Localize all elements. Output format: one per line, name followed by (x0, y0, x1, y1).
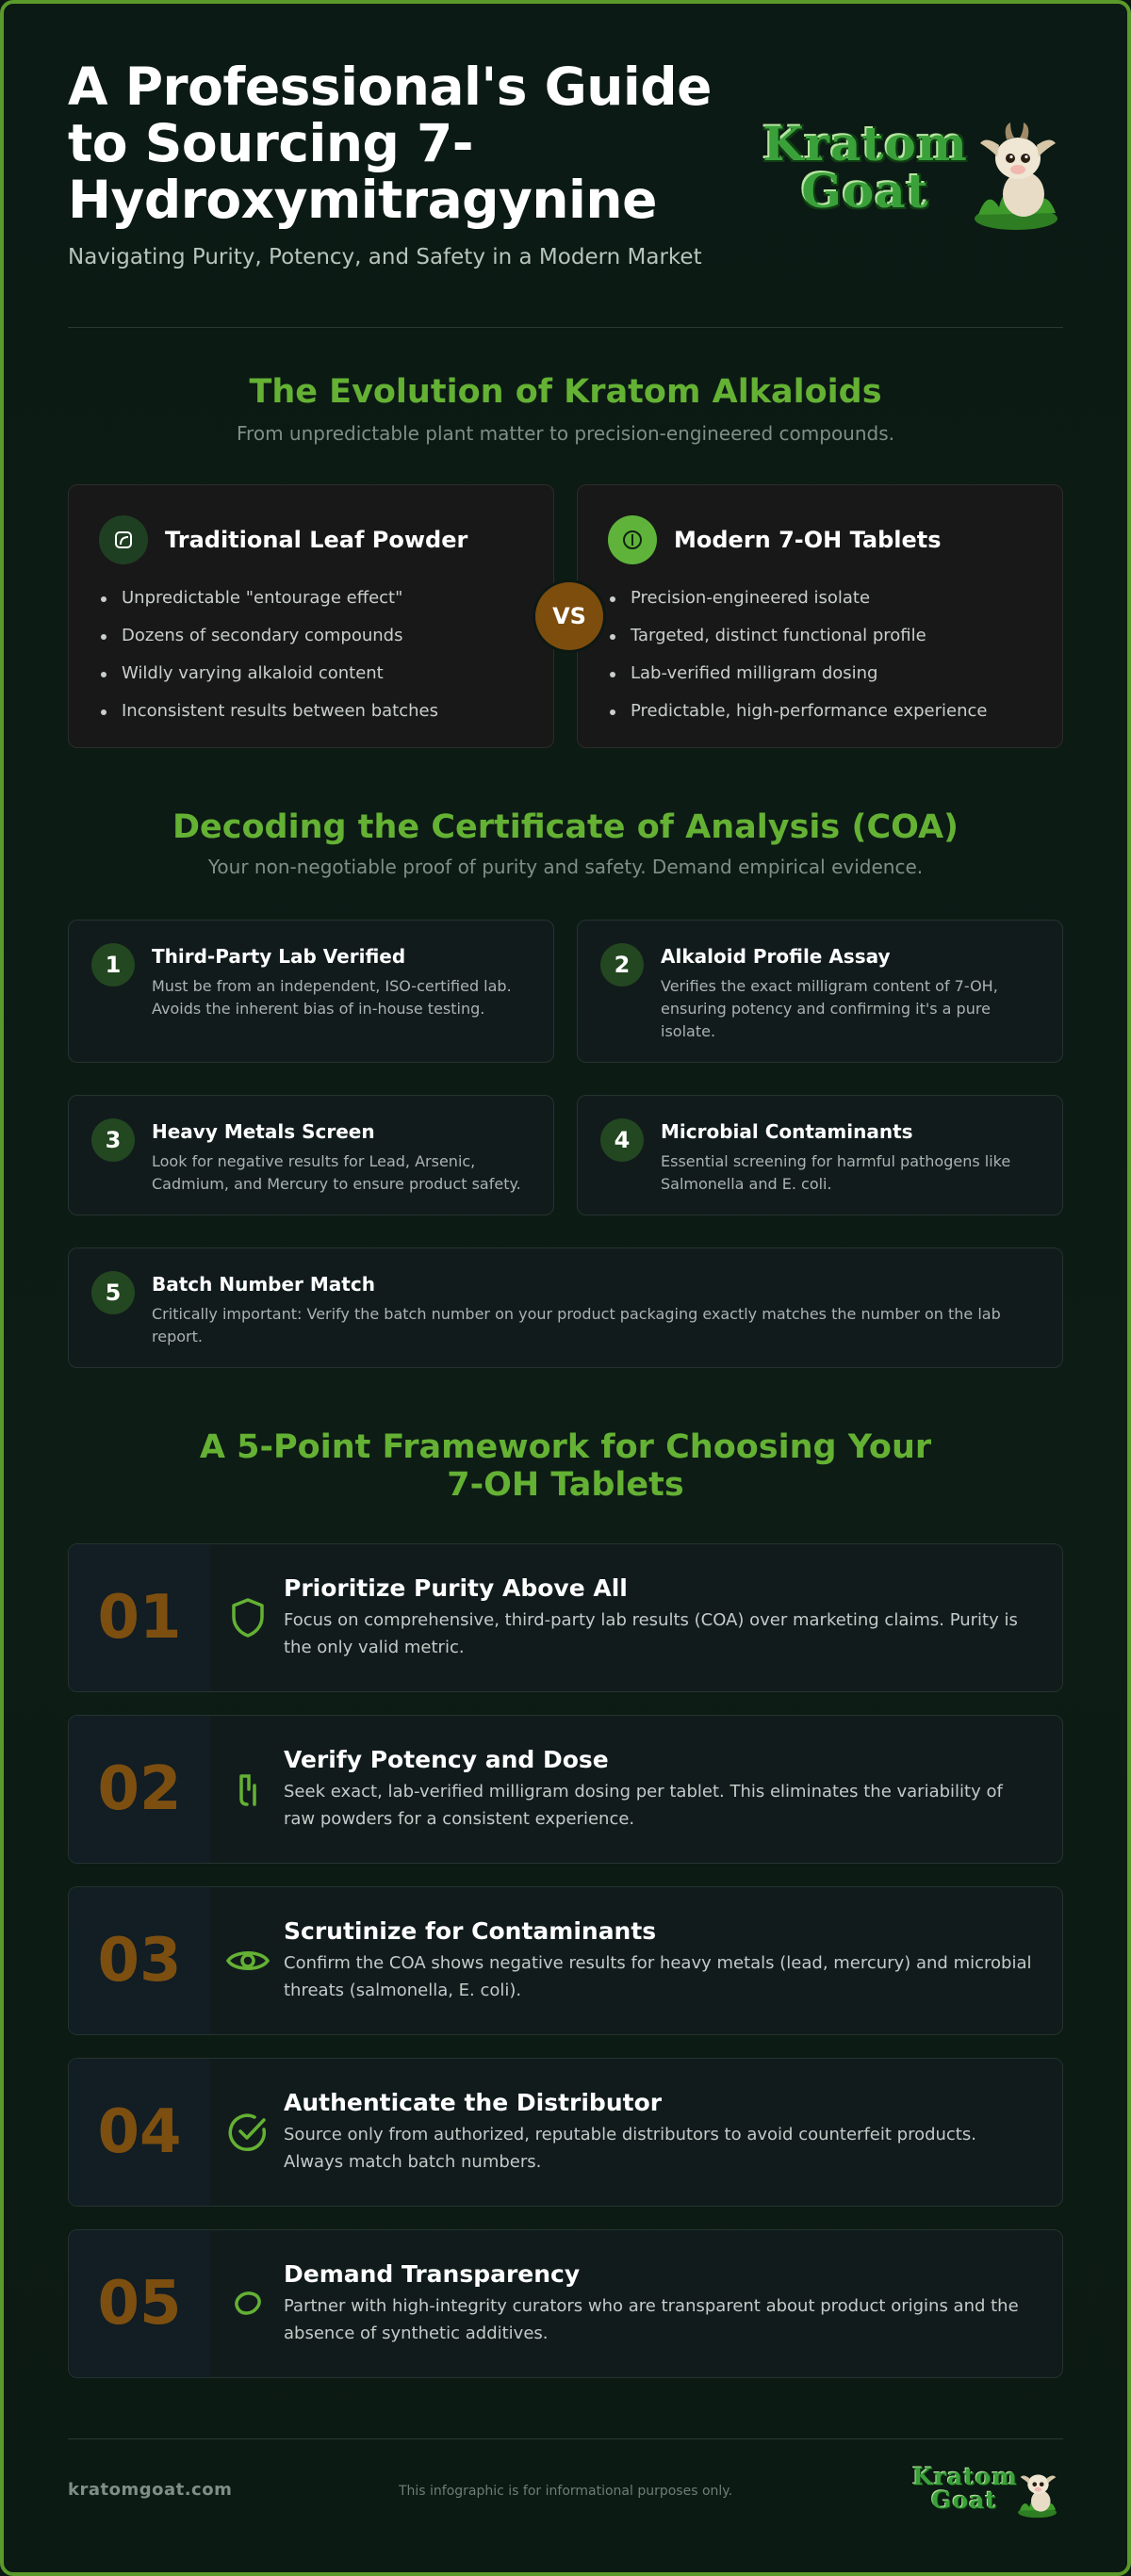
eye-icon (210, 1887, 286, 2034)
header (68, 58, 1063, 294)
page-subtitle: Navigating Purity, Potency, and Safety in a Modern Market (68, 245, 702, 269)
vs-badge: VS (535, 582, 603, 650)
pill-icon (210, 2230, 286, 2377)
coa-item-3 (68, 1095, 554, 1215)
framework-item-1 (68, 1543, 1063, 1692)
coa-number-badge: 5 (91, 1271, 135, 1314)
tablet-icon (608, 515, 657, 564)
modern-card-title: Modern 7-OH Tablets (674, 527, 942, 553)
modern-tablets-card (577, 484, 1063, 748)
list-item: Predictable, high-performance experience (608, 693, 987, 730)
framework-number: 01 (97, 1583, 182, 1653)
coa-section-subtitle: Your non-negotiable proof of purity and safety. Demand empirical evidence. (207, 856, 924, 878)
coa-item-1 (68, 920, 554, 1063)
check-circle-icon (210, 2059, 286, 2206)
framework-number: 04 (97, 2097, 182, 2167)
list-item: Wildly varying alkaloid content (99, 655, 438, 693)
coa-item-4 (577, 1095, 1063, 1215)
footer-disclaimer: This infographic is for informational purposes only. (398, 2484, 733, 2499)
traditional-feature-list (99, 579, 438, 730)
modern-feature-list (608, 579, 987, 730)
framework-item-5 (68, 2229, 1063, 2378)
framework-item-title: Authenticate the Distributor (284, 2089, 663, 2116)
framework-item-text: Confirm the COA shows negative results for heavy metals (lead, mercury) and microbial threats (salmonella, E. coli). (284, 1953, 1032, 2000)
shield-icon (210, 1544, 286, 1691)
list-item: Targeted, distinct functional profile (608, 617, 987, 655)
footer-logo (912, 2465, 1063, 2521)
leaf-icon (99, 515, 148, 564)
framework-item-4 (68, 2058, 1063, 2207)
coa-item-text: Essential screening for harmful pathogens like Salmonella and E. coli. (661, 1152, 1011, 1193)
framework-section-title: A 5-Point Framework for Choosing Your 7-OH Tablets (199, 1428, 932, 1504)
coa-item-title: Third-Party Lab Verified (152, 945, 406, 968)
coa-item-5 (68, 1247, 1063, 1368)
coa-item-text: Critically important: Verify the batch number on your product packaging exactly matches the number on the lab report. (152, 1305, 1001, 1345)
coa-item-title: Microbial Contaminants (661, 1120, 913, 1143)
framework-number: 03 (97, 1926, 182, 1996)
kratom-goat-logo (762, 116, 1063, 234)
framework-item-text: Source only from authorized, reputable distributors to avoid counterfeit products. Always match batch numbers. (284, 2125, 976, 2172)
coa-item-text: Verifies the exact milligram content of 7-OH, ensuring potency and confirming it's a pure isolate. (661, 977, 998, 1040)
traditional-leaf-card (68, 484, 554, 748)
framework-item-text: Partner with high-integrity curators who are transparent about product origins and the absence of synthetic additives. (284, 2296, 1019, 2343)
goat-mascot-icon (1014, 2467, 1061, 2519)
framework-item-3 (68, 1886, 1063, 2035)
list-item: Inconsistent results between batches (99, 693, 438, 730)
coa-number-badge: 4 (600, 1118, 644, 1162)
coa-section-title: Decoding the Certificate of Analysis (COA) (172, 808, 959, 846)
traditional-card-title: Traditional Leaf Powder (165, 527, 468, 553)
coa-item-title: Heavy Metals Screen (152, 1120, 375, 1143)
coa-item-text: Look for negative results for Lead, Arsenic, Cadmium, and Mercury to ensure product safety. (152, 1152, 521, 1193)
evolution-section-title: The Evolution of Kratom Alkaloids (249, 373, 882, 411)
framework-item-title: Demand Transparency (284, 2260, 581, 2288)
coa-item-2 (577, 920, 1063, 1063)
coa-number-badge: 2 (600, 943, 644, 986)
coa-item-text: Must be from an independent, ISO-certified lab. Avoids the inherent bias of in-house testing. (152, 977, 512, 1018)
coa-item-title: Alkaloid Profile Assay (661, 945, 891, 968)
list-item: Dozens of secondary compounds (99, 617, 438, 655)
list-item: Precision-engineered isolate (608, 579, 987, 617)
goat-mascot-icon (971, 121, 1063, 234)
footer-divider (68, 2438, 1063, 2439)
framework-item-title: Scrutinize for Contaminants (284, 1917, 657, 1945)
framework-item-2 (68, 1715, 1063, 1864)
header-divider (68, 327, 1063, 328)
footer-logo-wordmark: Kratom Goat (912, 2463, 1018, 2514)
framework-item-text: Focus on comprehensive, third-party lab results (COA) over marketing claims. Purity is the only valid metric. (284, 1610, 1018, 1657)
page-title: A Professional's Guide to Sourcing 7-Hydroxymitragynine (68, 57, 712, 230)
framework-number: 05 (97, 2269, 182, 2339)
coa-item-title: Batch Number Match (152, 1273, 375, 1296)
list-item: Unpredictable "entourage effect" (99, 579, 438, 617)
evolution-section-subtitle: From unpredictable plant matter to precision-engineered compounds. (237, 422, 894, 445)
framework-item-text: Seek exact, lab-verified milligram dosing per tablet. This eliminates the variability of raw powders for a consistent experience. (284, 1782, 1003, 1829)
flask-icon (210, 1716, 286, 1863)
framework-item-title: Prioritize Purity Above All (284, 1574, 628, 1602)
footer-website-link[interactable]: kratomgoat.com (68, 2480, 233, 2500)
framework-number: 02 (97, 1754, 182, 1824)
coa-number-badge: 3 (91, 1118, 135, 1162)
list-item: Lab-verified milligram dosing (608, 655, 987, 693)
framework-item-title: Verify Potency and Dose (284, 1746, 609, 1773)
coa-number-badge: 1 (91, 943, 135, 986)
logo-wordmark: Kratom Goat (762, 116, 968, 219)
